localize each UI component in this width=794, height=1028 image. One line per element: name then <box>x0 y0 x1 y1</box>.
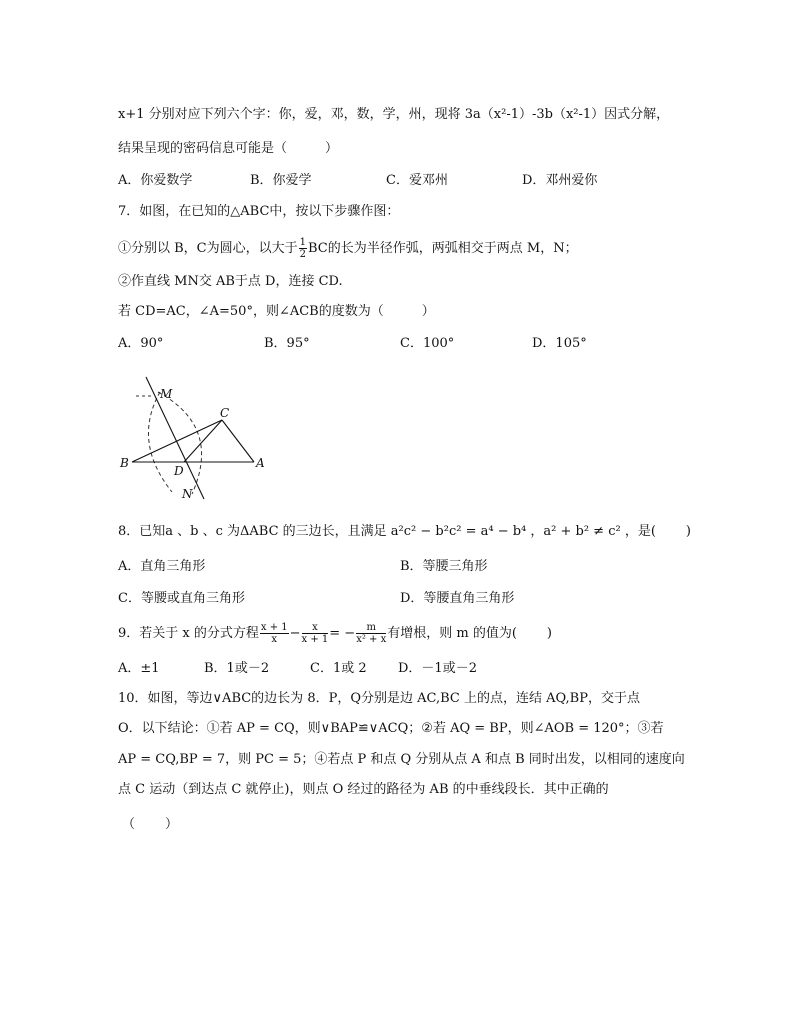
q6-option-c: C．爱邓州 <box>386 173 448 188</box>
q9-f1-num: x + 1 <box>260 622 288 633</box>
q10-line4: 点 C 运动（到达点 C 就停止)，则点 O 经过的路径为 AB 的中垂线段长．其中正确的 <box>118 782 609 797</box>
q9-minus: − <box>289 626 301 641</box>
q7-option-d: D．105° <box>532 336 587 351</box>
label-a: A <box>256 456 265 470</box>
q6-line1: x+1 分别对应下列六个字：你，爱，邓，数，学，州，现将 3a（x²-1）-3b（x²-1）因式分解， <box>118 107 670 122</box>
q9-line1 <box>118 620 552 648</box>
q9-eq: = − <box>329 626 356 641</box>
q9-f3-num: m <box>356 622 386 634</box>
q10-line1: 10．如图，等边∨ABC的边长为 8．P，Q分别是边 AC,BC 上的点，连结 AQ,BP，交于点 <box>118 691 640 706</box>
q7-option-a: A．90° <box>118 336 164 351</box>
q7-line1: 7．如图，在已知的△ABC中，按以下步骤作图： <box>118 204 400 219</box>
label-n: N <box>182 487 193 501</box>
q10-line5-end: ） <box>165 817 179 832</box>
q6-line2 <box>118 140 338 158</box>
side-ca <box>222 420 254 462</box>
q7-condition-text: 若 CD=AC，∠A=50°，则∠ACB的度数为（ <box>118 304 384 319</box>
label-d: D <box>174 464 184 478</box>
arc-right <box>158 392 202 494</box>
q9-suffix-end: ) <box>546 626 552 641</box>
q8-option-c: C．等腰或直角三角形 <box>118 591 245 606</box>
q7-step1-a: ①分别以 B，C为圆心，以大于 <box>118 241 298 256</box>
q7-frac-den: 2 <box>299 249 307 260</box>
q9-fraction-1 <box>260 622 289 645</box>
label-b: B <box>120 456 129 470</box>
q7-step1-b: BC的长为半径作弧，两弧相交于两点 M，N； <box>308 241 578 256</box>
q10-line2: O．以下结论：①若 AP = CQ，则∨BAP≌∨ACQ；②若 AQ = BP，则∠AOB = 120°；③若 <box>118 721 664 736</box>
q8-option-b: B．等腰三角形 <box>400 559 488 574</box>
q7-condition <box>118 303 435 321</box>
q7-option-b: B．95° <box>264 336 310 351</box>
q9-f1-den: x <box>271 634 278 645</box>
q7-figure <box>114 372 274 507</box>
q9-option-a: A．±1 <box>118 661 160 676</box>
q7-step1-fraction <box>299 237 307 260</box>
q6-option-d: D．邓州爱你 <box>522 173 598 188</box>
q9-option-b: B．1或－2 <box>204 661 270 676</box>
q9-fraction-2 <box>302 622 329 645</box>
q7-option-c: C．100° <box>400 336 455 351</box>
q7-step1 <box>118 237 578 260</box>
q8-line1-end: ) <box>685 524 691 539</box>
q9-option-c: C．1或 2 <box>310 661 367 676</box>
q9-fraction-3 <box>356 622 386 645</box>
segment-cd <box>184 420 222 462</box>
q9-f2-num: x <box>302 622 329 634</box>
label-m: M <box>160 387 173 401</box>
q8-option-a: A．直角三角形 <box>118 559 206 574</box>
q8-option-d: D．等腰直角三角形 <box>400 591 515 606</box>
q9-f3-den: x² + x <box>356 634 387 645</box>
q7-frac-num: 1 <box>299 237 307 248</box>
q9-suffix: 有增根，则 m 的值为( <box>387 626 517 641</box>
q9-prefix: 9．若关于 x 的分式方程 <box>118 626 259 641</box>
q7-step2: ②作直线 MN交 AB于点 D，连接 CD. <box>118 274 343 289</box>
q8-line1 <box>118 523 691 541</box>
label-c: C <box>220 406 230 420</box>
q10-line5-text: （ <box>122 817 136 832</box>
q6-line2-text: 结果呈现的密码信息可能是（ <box>118 141 288 156</box>
line-mn <box>146 377 204 499</box>
q6-option-b: B．你爱学 <box>250 173 312 188</box>
q6-line2-end: ） <box>325 141 339 156</box>
q7-condition-end: ） <box>421 304 435 319</box>
q8-line1-text: 8．已知a 、b 、c 为ΔABC 的三边长，且满足 a²c² − b²c² = a⁴ − b⁴ ，a² + b² ≠ c² ，是( <box>118 524 656 539</box>
side-bc <box>132 420 222 462</box>
q10-line3: AP = CQ,BP = 7，则 PC = 5；④若点 P 和点 Q 分别从点 A 和点 B 同时出发，以相同的速度向 <box>118 752 685 767</box>
q6-option-a: A．你爱数学 <box>118 173 193 188</box>
q10-line5 <box>122 816 178 834</box>
q9-option-d: D．－1或－2 <box>398 661 477 676</box>
q9-f2-den: x + 1 <box>301 634 329 645</box>
